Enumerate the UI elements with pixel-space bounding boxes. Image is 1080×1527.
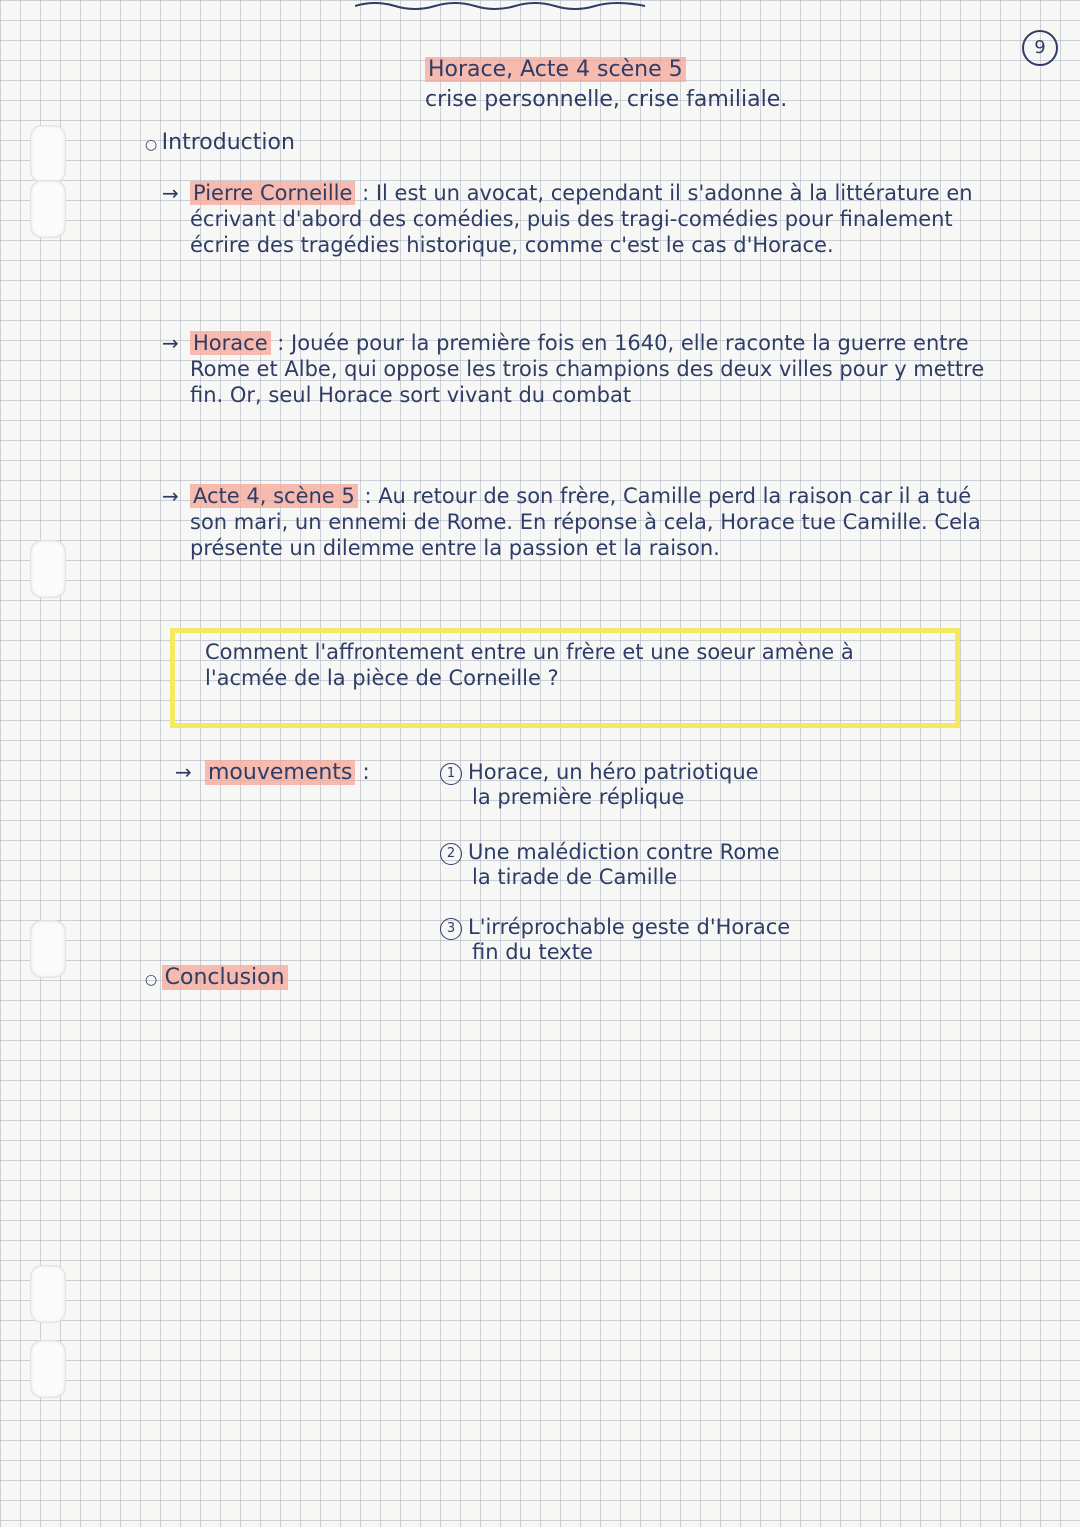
- arrow-icon: →: [175, 760, 192, 784]
- page-number: 9: [1022, 30, 1058, 66]
- keyword: Acte 4, scène 5: [190, 484, 358, 508]
- paragraph-acte: [162, 483, 990, 561]
- movement-item: 3 L'irréprochable geste d'Horace fin du texte: [440, 915, 1000, 964]
- movement-item: 2 Une malédiction contre Rome la tirade de Camille: [440, 840, 1000, 889]
- binder-hole: [30, 1265, 66, 1323]
- paragraph-corneille: [162, 180, 990, 258]
- movements-label: mouvements :: [205, 760, 370, 785]
- problematic-question: Comment l'affrontement entre un frère et une soeur amène à l'acmée de la pièce de Corneille ?: [170, 628, 960, 728]
- conclusion-heading: ○ Conclusion: [145, 965, 288, 990]
- paragraph-horace: [162, 330, 990, 408]
- title-line-1: Horace, Acte 4 scène 5: [425, 55, 787, 85]
- paragraph-text: : Jouée pour la première fois en 1640, elle raconte la guerre entre Rome et Albe, qui oppose les trois champions des deux villes pour y mettre fin. Or, seul Horace sort vivant du combat: [190, 331, 985, 407]
- binder-hole: [30, 180, 66, 238]
- keyword: Pierre Corneille: [190, 181, 355, 205]
- arrow-icon: →: [162, 331, 179, 355]
- binder-hole: [30, 125, 66, 183]
- arrow-icon: →: [162, 181, 179, 205]
- introduction-heading: ○ Introduction: [145, 130, 295, 155]
- binder-hole: [30, 1340, 66, 1398]
- binder-hole: [30, 920, 66, 978]
- arrow-icon: →: [162, 484, 179, 508]
- title-block: [425, 55, 787, 115]
- movement-item: 1 Horace, un héro patriotique la première réplique: [440, 760, 1000, 809]
- cut-off-scribble: [355, 0, 645, 12]
- title-line-2: crise personnelle, crise familiale.: [425, 87, 788, 112]
- paragraph-text: : Au retour de son frère, Camille perd la raison car il a tué son mari, un ennemi de Rome. En réponse à cela, Horace tue Camille. Cela présente un dilemme entre la passion et la raison.: [190, 484, 981, 560]
- paragraph-text: : Il est un avocat, cependant il s'adonne à la littérature en écrivant d'abord des comédies, puis des tragi-comédies pour finalement écrire des tragédies historique, comme c'est le cas d'Horace.: [190, 181, 973, 257]
- keyword: Horace: [190, 331, 271, 355]
- binder-hole: [30, 540, 66, 598]
